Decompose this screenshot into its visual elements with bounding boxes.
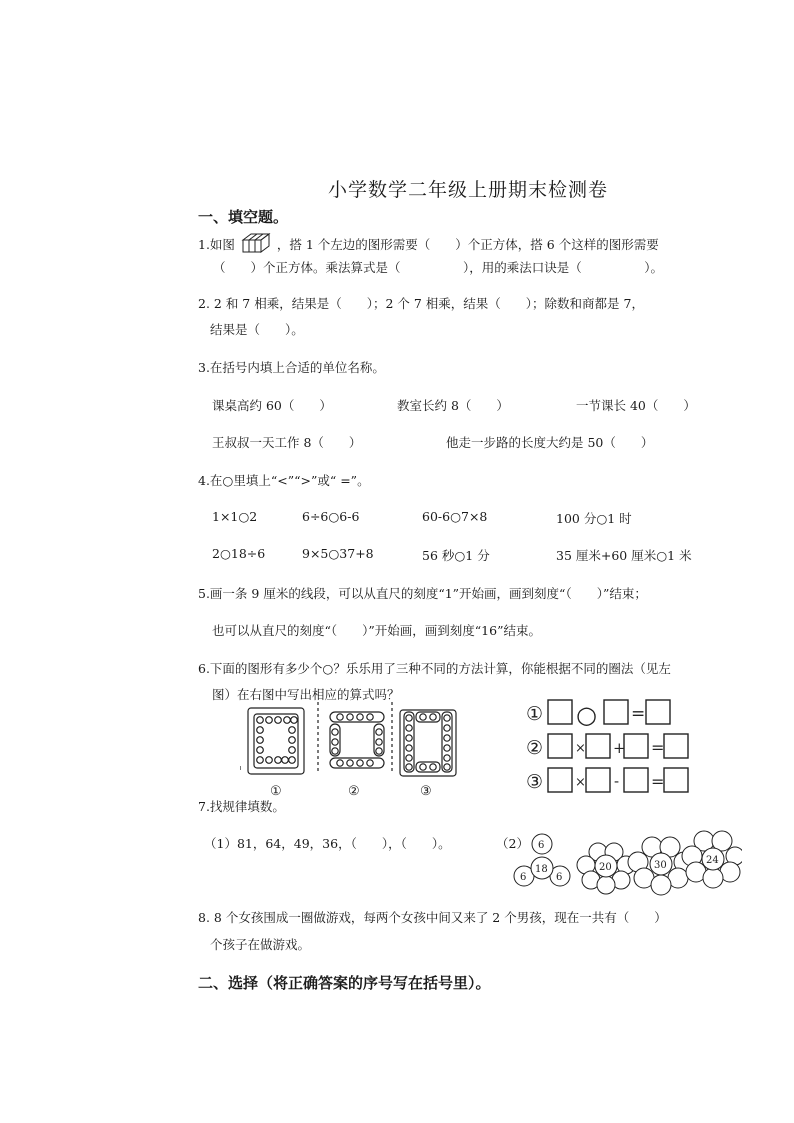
question-3-stem: 3.在括号内填上合适的单位名称。 [198, 360, 385, 375]
circle-square-figure-1 [240, 708, 304, 774]
question-1-line-1 [198, 232, 659, 254]
question-4-item: 6÷6○6-6 [302, 509, 360, 524]
number-flowers [506, 826, 742, 898]
question-3-item: 王叔叔一天工作 8（ ） [212, 435, 362, 450]
question-5-line-1: 5.画一条 9 厘米的线段，可以从直尺的刻度“1”开始画，画到刻度“（ ）”结束； [198, 586, 647, 601]
question-5-line-2: 也可以从直尺的刻度“（ ）”开始画，画到刻度“16”结束。 [212, 623, 541, 638]
operator-plus: + [613, 739, 626, 757]
question-6-line-2: 图）在右图中写出相应的算式吗？ [212, 687, 400, 702]
circle-square-figure-2 [330, 712, 384, 768]
figure-label: ③ [420, 784, 432, 798]
equation-label: ② [526, 737, 544, 759]
question-2-line-1: 2. 2 和 7 相乘，结果是（ ）；2 个 7 相乘，结果（ ）；除数和商都是 7， [198, 296, 644, 311]
question-4-stem: 4.在○里填上“<”“>”或“ =”。 [198, 473, 370, 488]
question-4-item: 1×1○2 [212, 509, 258, 524]
question-4-item: 35 厘米+60 厘米○1 米 [556, 548, 692, 563]
figure-label: ② [348, 784, 360, 798]
equation-label: ① [526, 703, 544, 725]
question-1-line-2: （ ）个正方体。乘法算式是（ ），用的乘法口诀是（ ）。 [213, 260, 664, 275]
question-4-item: 60-6○7×8 [422, 509, 488, 524]
question-8-line-1: 8. 8 个女孩围成一圈做游戏，每两个女孩中间又来了 2 个男孩，现在一共有（ ） [198, 910, 667, 925]
flower-center: 20 [599, 862, 612, 873]
operator-equals: = [651, 772, 665, 791]
circle-square-figure-3 [400, 710, 456, 776]
question-4-item: 100 分○1 时 [556, 511, 632, 526]
figure-label: ① [270, 784, 282, 798]
section-heading-fill-blank: 一、填空题。 [198, 208, 289, 226]
circle-square-figures [240, 702, 466, 798]
equation-label: ③ [526, 771, 544, 793]
question-1-prefix: 1.如图 [198, 237, 235, 252]
equation-boxes [524, 696, 704, 800]
question-7-part-1: （1）81，64，49，36，（ ），（ ）。 [204, 836, 451, 851]
flower-center: 30 [654, 860, 667, 871]
question-2-line-2: 结果是（ ）。 [210, 322, 304, 337]
flower-center: 18 [535, 864, 548, 875]
operator-equals: = [651, 738, 665, 757]
question-7-part-2-label: （2） [496, 836, 529, 851]
operator-minus: - [614, 772, 620, 790]
question-3-item: 他走一步路的长度大约是 50（ ） [446, 435, 654, 450]
question-3-item: 课桌高约 60（ ） [212, 398, 332, 413]
operator-equals: = [631, 704, 646, 724]
flower-petal: 6 [556, 872, 563, 883]
section-heading-choice: 二、选择（将正确答案的序号写在括号里）。 [198, 974, 491, 992]
page-title: 小学数学二年级上册期末检测卷 [328, 179, 609, 201]
question-6-line-1: 6.下面的图形有多少个○？乐乐用了三种不同的方法计算，你能根据不同的圈法（见左 [198, 661, 671, 676]
flower-petal: 6 [538, 840, 545, 851]
question-4-item: 2○18÷6 [212, 546, 266, 561]
cube-figure-icon [241, 232, 271, 254]
flower-petal: 6 [520, 872, 527, 883]
question-7-stem: 7.找规律填数。 [198, 799, 285, 814]
question-3-item: 教室长约 8（ ） [397, 398, 509, 413]
operator-circle: ○ [576, 701, 597, 729]
question-1-line-1-rest: ，搭 1 个左边的图形需要（ ）个正方体，搭 6 个这样的图形需要 [276, 237, 659, 252]
question-4-item: 56 秒○1 分 [422, 548, 490, 563]
question-3-item: 一节课长 40（ ） [576, 398, 696, 413]
flower-center: 24 [706, 855, 719, 866]
question-8-line-2: 个孩子在做游戏。 [210, 937, 311, 952]
question-4-item: 9×5○37+8 [302, 546, 374, 561]
operator-times: × [575, 741, 586, 756]
operator-times: × [575, 775, 586, 790]
